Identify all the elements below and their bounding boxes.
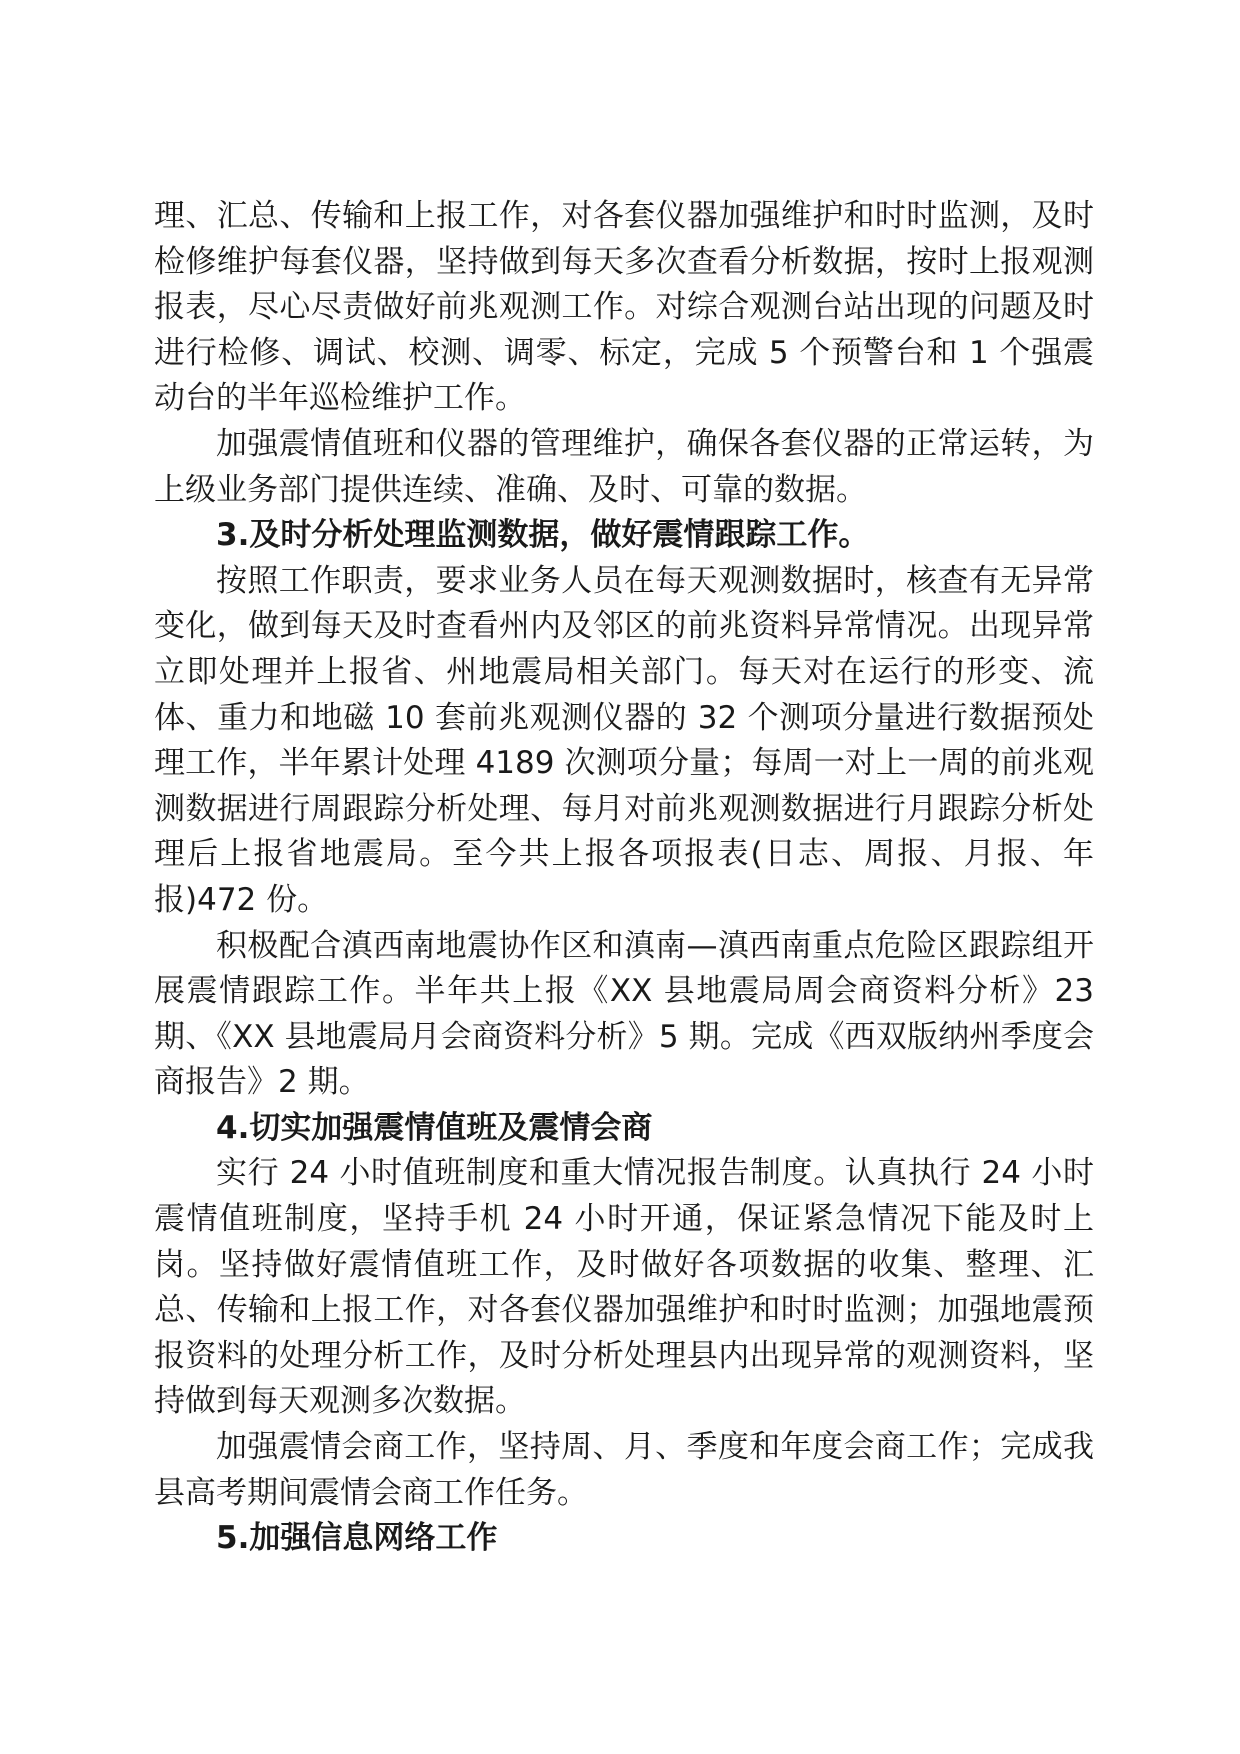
section-heading-4: 4.切实加强震情值班及震情会商 <box>216 1109 653 1146</box>
paragraph-tracking-reports: 积极配合滇西南地震协作区和滇南—滇西南重点危险区跟踪组开展震情跟踪工作。半年共上报《XX 县地震局周会商资料分析》23 期、《XX 县地震局月会商资料分析》5 期。完成《西双版纳州季度会商报告》2 期。 <box>154 927 1094 1101</box>
paragraph-24h-duty: 实行 24 小时值班制度和重大情况报告制度。认真执行 24 小时震情值班制度，坚持手机 24 小时开通，保证紧急情况下能及时上岗。坚持做好震情值班工作，及时做好各项数据的收集、整理、汇总、传输和上报工作，对各套仪器加强维护和时时监测；加强地震预报资料的处理分析工作，及时分析处理县内出现异常的观测资料，坚持做到每天观测多次数据。 <box>154 1155 1094 1420</box>
paragraph-data-processing: 按照工作职责，要求业务人员在每天观测数据时，核查有无异常变化，做到每天及时查看州内及邻区的前兆资料异常情况。出现异常立即处理并上报省、州地震局相关部门。每天对在运行的形变、流体、重力和地磁 10 套前兆观测仪器的 32 个测项分量进行数据预处理工作，半年累计处理 4189 次测项分量；每周一对上一周的前兆观测数据进行周跟踪分析处理、每月对前兆观测数据进行月跟踪分析处理后上报省地震局。至今共上报各项报表(日志、周报、月报、年报)472 份。 <box>154 562 1094 918</box>
document-page <box>154 194 1094 1562</box>
section-heading-5: 5.加强信息网络工作 <box>216 1520 498 1557</box>
section-heading-3: 3.及时分析处理监测数据，做好震情跟踪工作。 <box>216 517 870 554</box>
paragraph-continued-monitoring: 理、汇总、传输和上报工作，对各套仪器加强维护和时时监测，及时检修维护每套仪器，坚持做到每天多次查看分析数据，按时上报观测报表，尽心尽责做好前兆观测工作。对综合观测台站出现的问题及时进行检修、调试、校测、调零、标定，完成 5 个预警台和 1 个强震动台的半年巡检维护工作。 <box>154 198 1094 417</box>
paragraph-duty-maintenance: 加强震情值班和仪器的管理维护，确保各套仪器的正常运转，为上级业务部门提供连续、准确、及时、可靠的数据。 <box>154 425 1094 508</box>
paragraph-consultation: 加强震情会商工作，坚持周、月、季度和年度会商工作；完成我县高考期间震情会商工作任务。 <box>154 1429 1094 1511</box>
